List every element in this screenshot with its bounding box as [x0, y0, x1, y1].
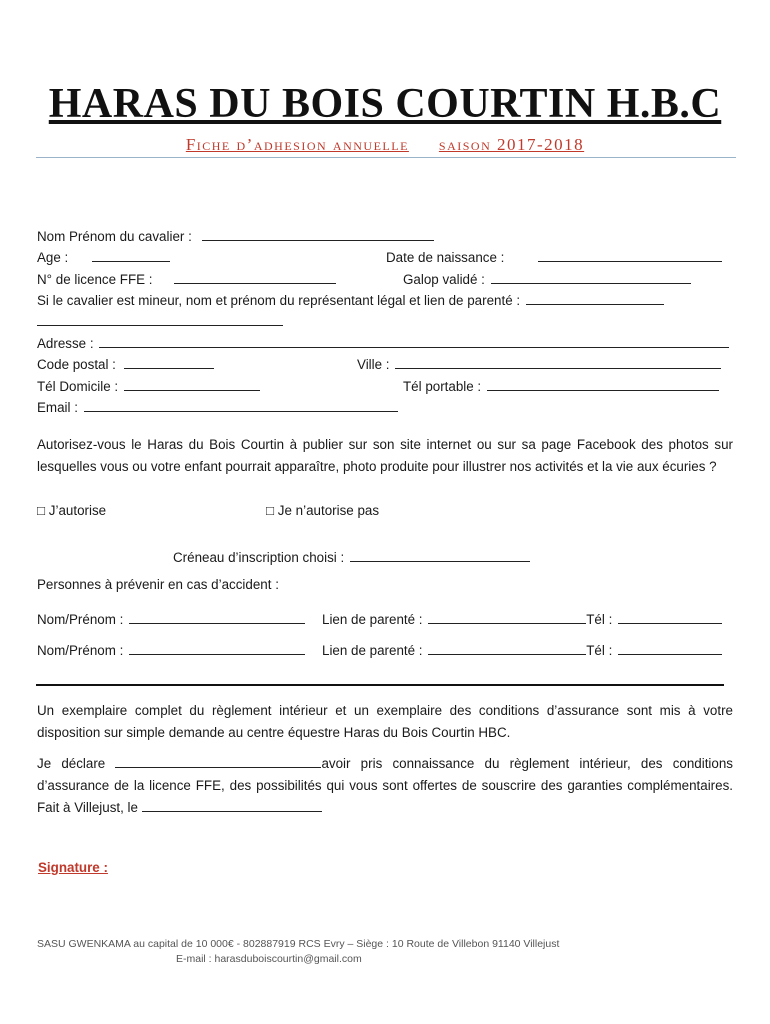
code-postal-blank[interactable]: [124, 354, 214, 369]
field-galop[interactable]: [403, 269, 691, 288]
footer-email: E-mail : harasduboiscourtin@gmail.com: [176, 953, 362, 965]
ville-blank[interactable]: [395, 354, 721, 369]
field-label: Email :: [37, 400, 78, 415]
declaration-name-blank[interactable]: [115, 753, 321, 768]
field-label: Age :: [37, 250, 69, 265]
field-date-naissance[interactable]: [386, 247, 722, 266]
contact-2-tel-blank[interactable]: [618, 640, 722, 655]
declaration-rest: avoir pris connaissance du règlement intérieur, des conditions d’assurance de la licence FFE, des possibilités qui vous sont offertes de souscrire des garanties complémentaires. Fait à Villejust, le: [37, 756, 733, 815]
field-label: Tél portable :: [403, 379, 482, 394]
field-label: Si le cavalier est mineur, nom et prénom du représentant légal et lien de parenté :: [37, 293, 521, 308]
field-nom-prenom[interactable]: [37, 226, 434, 245]
field-label: Date de naissance :: [386, 250, 505, 265]
field-label: Créneau d’inscription choisi :: [173, 550, 345, 565]
contact-2-nom-blank[interactable]: [129, 640, 305, 655]
signature-label: Signature :: [38, 860, 108, 875]
field-age[interactable]: [37, 247, 170, 266]
field-label: Lien de parenté :: [322, 643, 423, 658]
page-title: HARAS DU BOIS COURTIN H.B.C: [48, 81, 722, 127]
field-label: Galop validé :: [403, 272, 485, 287]
contact-1-nom-blank[interactable]: [129, 609, 305, 624]
representant-blank[interactable]: [526, 290, 664, 305]
field-tel-domicile[interactable]: [37, 376, 260, 395]
contact-1-tel-blank[interactable]: [618, 609, 722, 624]
declaration-start: Je déclare: [37, 756, 106, 771]
subtitle-season: saison 2017-2018: [438, 135, 585, 154]
licence-blank[interactable]: [174, 269, 336, 284]
age-blank[interactable]: [92, 247, 170, 262]
field-label: Ville :: [357, 357, 390, 372]
email-blank[interactable]: [84, 397, 398, 412]
form-subtitle: [0, 135, 770, 155]
field-label: Code postal :: [37, 357, 116, 372]
field-label: Nom Prénom du cavalier :: [37, 229, 192, 244]
field-label: Tél Domicile :: [37, 379, 119, 394]
contact-1-lien-blank[interactable]: [428, 609, 586, 624]
field-label: N° de licence FFE :: [37, 272, 153, 287]
photo-authorization-question: Autorisez-vous le Haras du Bois Courtin à publier sur son site internet ou sur sa page Facebook des photos sur lesquelles vous ou votre enfant pourrait apparaître, photo produite pour illustrer nos activités et la vie aux écuries ?: [37, 437, 733, 474]
field-tel-portable[interactable]: [403, 376, 719, 395]
field-code-postal[interactable]: [37, 354, 214, 373]
representant-blank-2[interactable]: [37, 311, 283, 326]
contact-2-lien[interactable]: [322, 640, 722, 659]
field-adresse[interactable]: [37, 333, 729, 352]
contact-2-lien-blank[interactable]: [428, 640, 586, 655]
date-naissance-blank[interactable]: [538, 247, 722, 262]
contact-1-nom[interactable]: [37, 609, 305, 628]
declaration-date-blank[interactable]: [142, 797, 322, 812]
field-ville[interactable]: [357, 354, 721, 373]
field-label: Adresse :: [37, 336, 94, 351]
emergency-contacts-heading: Personnes à prévenir en cas d’accident :: [37, 577, 279, 592]
field-label: Tél :: [586, 612, 613, 627]
field-representant[interactable]: [37, 290, 664, 309]
checkbox-authorize[interactable]: □ J’autorise: [37, 503, 107, 518]
field-label: Tél :: [586, 643, 613, 658]
field-licence[interactable]: [37, 269, 336, 288]
reglement-notice: Un exemplaire complet du règlement intérieur et un exemplaire des conditions d’assurance sont mis à votre disposition sur simple demande au centre équestre Haras du Bois Courtin HBC.: [37, 703, 733, 740]
field-label: Nom/Prénom :: [37, 643, 124, 658]
representant-continuation[interactable]: [37, 311, 283, 330]
header-divider: [36, 157, 736, 158]
footer-company-info: SASU GWENKAMA au capital de 10 000€ - 802887919 RCS Evry – Siège : 10 Route de Villebon 91140 Villejust: [37, 938, 560, 950]
section-divider: [36, 684, 724, 686]
contact-1-lien[interactable]: [322, 609, 722, 628]
field-creneau[interactable]: [173, 547, 530, 566]
tel-domicile-blank[interactable]: [124, 376, 260, 391]
field-email[interactable]: [37, 397, 398, 416]
nom-prenom-blank[interactable]: [202, 226, 434, 241]
field-label: Lien de parenté :: [322, 612, 423, 627]
field-label: Nom/Prénom :: [37, 612, 124, 627]
creneau-blank[interactable]: [350, 547, 530, 562]
checkbox-not-authorize[interactable]: □ Je n’autorise pas: [266, 503, 380, 518]
galop-blank[interactable]: [491, 269, 691, 284]
tel-portable-blank[interactable]: [487, 376, 719, 391]
subtitle-form-name: Fiche d’adhesion annuelle: [185, 135, 409, 154]
contact-2-nom[interactable]: [37, 640, 305, 659]
adresse-blank[interactable]: [99, 333, 729, 348]
declaration[interactable]: [37, 753, 733, 819]
